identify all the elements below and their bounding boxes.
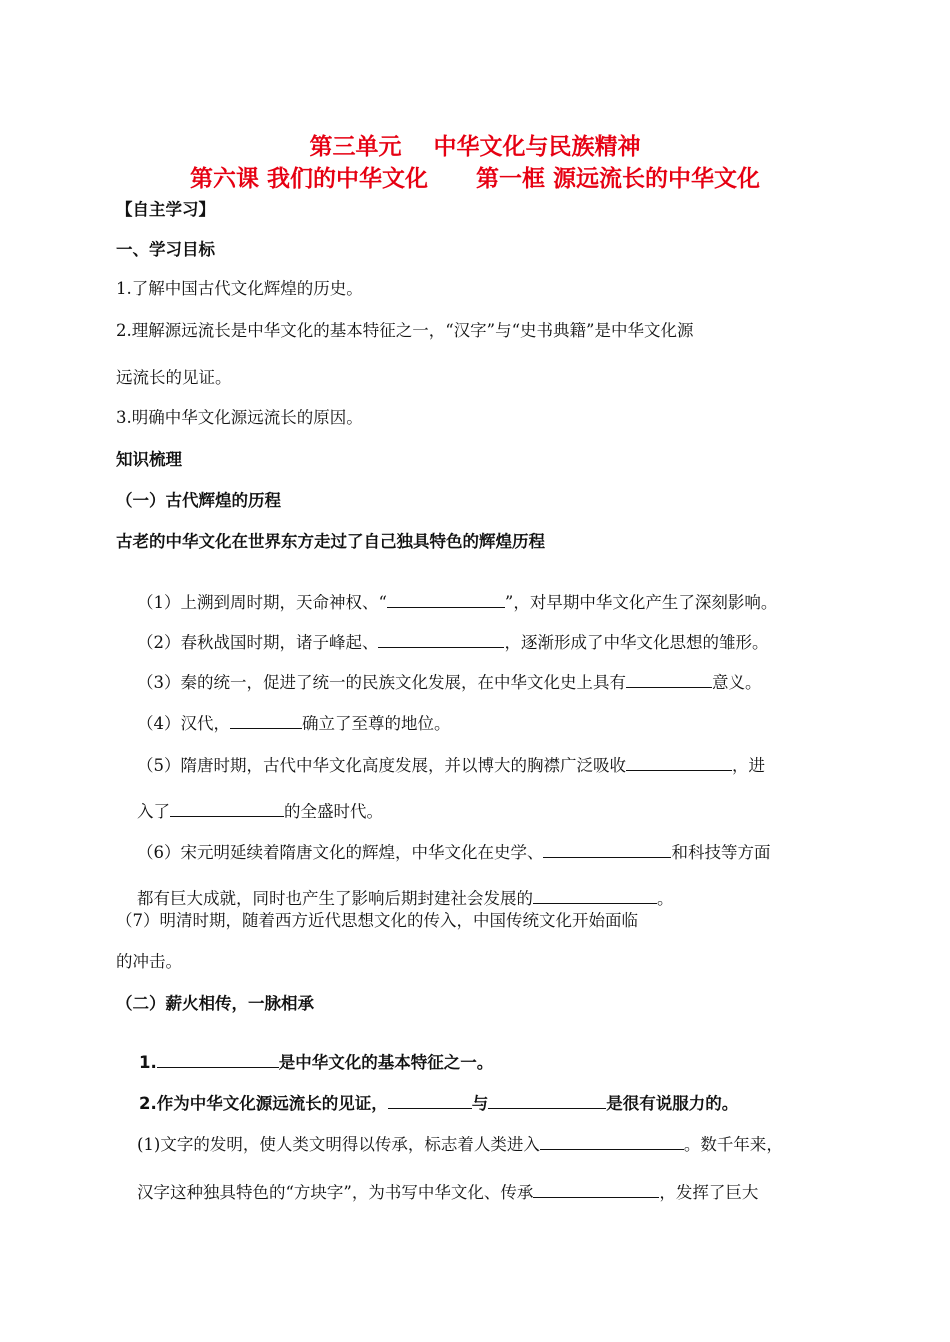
item-3-text-a: （3）秦的统一，促进了统一的民族文化发展，在中华文化史上具有 [136, 673, 626, 692]
question-1-text: 是中华文化的基本特征之一。 [278, 1053, 494, 1072]
fill-blank[interactable] [533, 888, 657, 904]
fill-blank[interactable] [157, 1052, 279, 1068]
item-2-text-b: ，逐渐形成了中华文化思想的雏形。 [504, 633, 769, 652]
item-4-text-a: （4）汉代， [136, 714, 230, 733]
knowledge-heading: 知识梳理 [116, 450, 182, 469]
question-1-number: 1. [138, 1053, 157, 1072]
item-6-text-b: 和科技等方面 [671, 843, 771, 862]
question-2-text-b: 与 [471, 1094, 489, 1113]
fill-blank[interactable] [543, 842, 671, 858]
fill-blank[interactable] [387, 592, 505, 608]
question-2-text-a: 2.作为中华文化源远流长的见证， [138, 1094, 388, 1113]
item-5-text-d: 的全盛时代。 [283, 802, 383, 821]
fill-blank[interactable] [540, 1134, 684, 1150]
item-4-text-b: 确立了至尊的地位。 [301, 714, 451, 733]
item-5-text-c: 入了 [136, 802, 170, 821]
item-6-text-c: 都有巨大成就，同时也产生了影响后期封建社会发展的 [136, 889, 533, 908]
paragraph-1-text-c: 汉字这种独具特色的“方块字”，为书写中华文化、传承 [136, 1183, 534, 1202]
item-7-line-2: 的冲击。 [116, 952, 182, 971]
fill-blank[interactable] [388, 1093, 472, 1109]
fill-blank[interactable] [626, 755, 732, 771]
item-1-text-b: ”，对早期中华文化产生了深刻影响。 [504, 593, 778, 612]
item-7-line-1: （7）明清时期，随着西方近代思想文化的传入，中国传统文化开始面临 [116, 911, 638, 930]
item-6-text-a: （6）宋元明延续着隋唐文化的辉煌，中华文化在史学、 [136, 843, 544, 862]
unit-title: 第三单元 中华文化与民族精神 [309, 134, 641, 160]
item-3-text-b: 意义。 [711, 673, 762, 692]
item-2-text-a: （2）春秋战国时期，诸子峰起、 [136, 633, 379, 652]
goal-1: 1.了解中国古代文化辉煌的历史。 [116, 279, 363, 298]
item-5-text-a: （5）隋唐时期，古代中华文化高度发展，并以博大的胸襟广泛吸收 [136, 756, 626, 775]
item-5-text-b: ，进 [731, 756, 765, 775]
fill-blank[interactable] [626, 672, 712, 688]
fill-blank[interactable] [488, 1093, 606, 1109]
goal-3: 3.明确中华文化源远流长的原因。 [116, 408, 363, 427]
fill-blank[interactable] [378, 632, 504, 648]
item-6-text-d: 。 [656, 889, 674, 908]
paragraph-1-text-d: ，发挥了巨大 [659, 1183, 759, 1202]
part1-heading: （一）古代辉煌的历程 [116, 491, 281, 510]
goal-2-line-1: 2.理解源远流长是中华文化的基本特征之一，“汉字”与“史书典籍”是中华文化源 [116, 321, 694, 340]
self-study-heading: 【自主学习】 [116, 200, 215, 219]
lesson-title: 第六课 我们的中华文化 第一框 源远流长的中华文化 [189, 166, 761, 192]
goals-heading: 一、学习目标 [116, 240, 215, 259]
part2-heading: （二）薪火相传，一脉相承 [116, 994, 314, 1013]
fill-blank[interactable] [230, 713, 302, 729]
question-2-text-c: 是很有说服力的。 [606, 1094, 739, 1113]
paragraph-1-line-2 [116, 1160, 758, 1222]
part1-lead: 古老的中华文化在世界东方走过了自己独具特色的辉煌历程 [116, 532, 545, 551]
fill-blank[interactable] [533, 1182, 659, 1198]
fill-blank[interactable] [170, 801, 284, 817]
goal-2-line-2: 远流长的见证。 [116, 368, 232, 387]
paragraph-1-text-a: (1)文字的发明，使人类文明得以传承，标志着人类进入 [136, 1135, 540, 1154]
paragraph-1-text-b: 。数千年来， [683, 1135, 783, 1154]
item-1-text-a: （1）上溯到周时期，天命神权、“ [136, 593, 387, 612]
